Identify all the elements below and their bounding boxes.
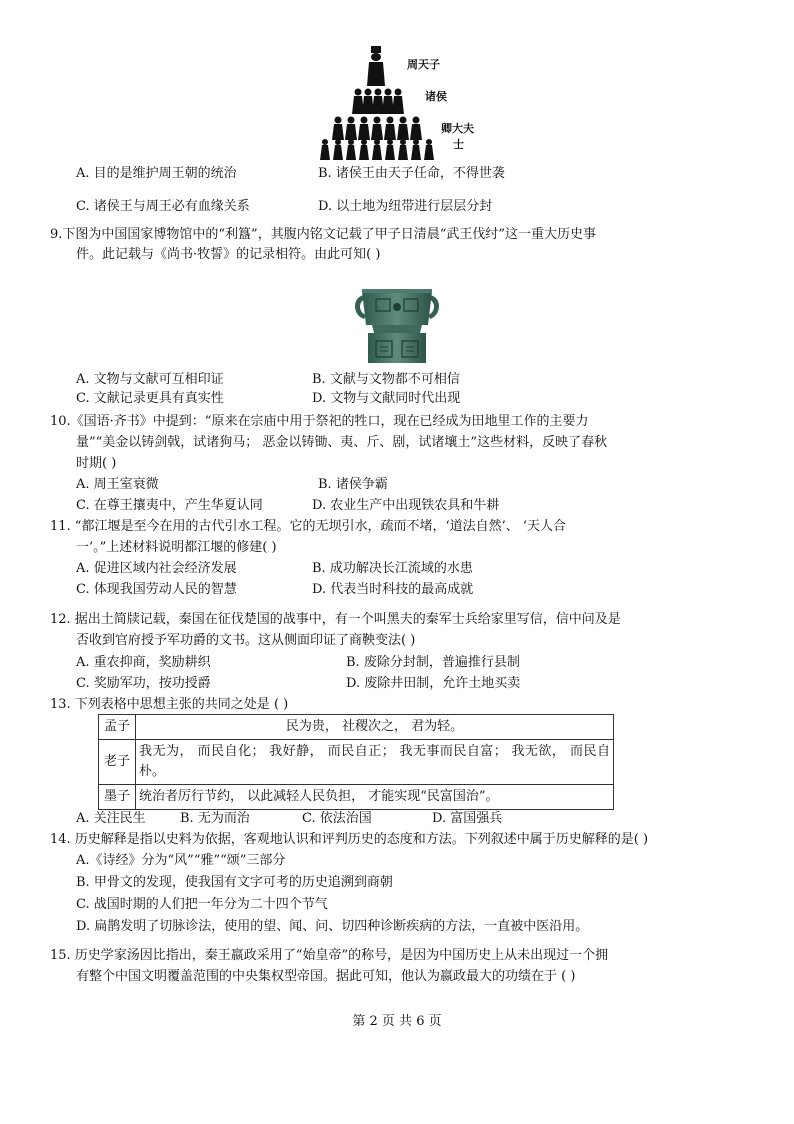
q12-option-b: B. 废除分封制，普遍推行县制	[346, 655, 520, 670]
q15-stem-line1: 15. 历史学家汤因比指出，秦王嬴政采用了“始皇帝”的称号，是因为中国历史上从未出现过一个拥	[50, 948, 609, 963]
scholars-row	[320, 139, 434, 160]
q10-stem-line3: 时期( )	[76, 456, 117, 471]
q11-option-d: D. 代表当时科技的最高成就	[312, 582, 474, 597]
table-row	[99, 740, 614, 785]
page-footer: 第 2 页 共 6 页	[352, 1014, 442, 1029]
q9-option-c: C. 文献记录更具有真实性	[76, 391, 224, 406]
thinker-quote: 我无为， 而民自化； 我好静， 而民自正； 我无事而民自富； 我无欲， 而民自朴。	[136, 740, 614, 785]
q8-option-b: B. 诸侯王由天子任命，不得世袭	[318, 166, 505, 181]
q14-stem: 14. 历史解释是指以史料为依据，客观地认识和评判历史的态度和方法。下列叙述中属于历史解释的是( )	[50, 832, 649, 847]
ministers-row	[332, 117, 422, 141]
q10-option-a: A. 周王室衰微	[76, 477, 159, 492]
pyramid-label-scholars: 士	[453, 138, 464, 151]
pyramid-label-king: 周天子	[407, 58, 440, 71]
q14-option-a: A.《诗经》分为“风”“雅”“颂”三部分	[76, 853, 286, 868]
table-row	[99, 785, 614, 810]
thinker-name: 老子	[99, 740, 136, 785]
king-figure	[367, 46, 385, 86]
q13-stem: 13. 下列表格中思想主张的共同之处是 ( )	[50, 697, 289, 712]
q10-option-d: D. 农业生产中出现铁农具和牛耕	[312, 498, 500, 513]
q14-option-b: B. 甲骨文的发现，使我国有文字可考的历史追溯到商朝	[76, 875, 393, 890]
thinker-name: 孟子	[99, 715, 136, 740]
q13-option-a: A. 关注民生	[76, 811, 146, 826]
q13-option-c: C. 依法治国	[302, 811, 372, 826]
pyramid-label-lords: 诸侯	[425, 90, 447, 103]
q9-option-d: D. 文物与文献同时代出现	[312, 391, 461, 406]
q14-option-c: C. 战国时期的人们把一年分为二十四个节气	[76, 897, 328, 912]
table-row	[99, 715, 614, 740]
q11-option-b: B. 成功解决长江流域的水患	[312, 561, 473, 576]
feudal-pyramid-figure	[316, 44, 476, 162]
q15-stem-line2: 有整个中国文明覆盖范围的中央集权型帝国。据此可知，他认为嬴政最大的功绩在于 ( )	[76, 969, 576, 984]
thinker-quote: 统治者厉行节约， 以此减轻人民负担， 才能实现“民富国治”。	[136, 785, 614, 810]
q10-stem-line1: 10.《国语·齐书》中提到：“原来在宗庙中用于祭祀的牲口，现在已经成为田地里工作的主要力	[50, 414, 589, 429]
q10-option-c: C. 在尊王攘夷中，产生华夏认同	[76, 498, 263, 513]
q10-stem-line2: 量”“美金以铸剑戟，试诸狗马； 恶金以铸锄、夷、斤、剧，试诸壤土”这些材料，反映了春秋	[76, 435, 608, 450]
q12-option-c: C. 奖励军功，按功授爵	[76, 676, 211, 691]
q12-stem-line1: 12. 据出土简牍记载，秦国在征伐楚国的战事中，有一个叫黑夫的秦军士兵给家里写信，信中问及是	[50, 612, 621, 627]
q12-option-a: A. 重农抑商，奖励耕织	[76, 655, 211, 670]
q11-option-c: C. 体现我国劳动人民的智慧	[76, 582, 237, 597]
q11-stem-line1: 11. “都江堰是至今在用的古代引水工程。它的无坝引水，疏而不堵，‘道法自然’、 ‘天人合	[50, 519, 566, 534]
q10-option-b: B. 诸侯争霸	[318, 477, 388, 492]
q9-option-a: A. 文物与文献可互相印证	[76, 372, 224, 387]
q8-option-a: A. 目的是维护周王朝的统治	[76, 166, 237, 181]
q9-stem-line2: 件。此记载与《尚书·牧誓》的记录相符。由此可知( )	[76, 247, 381, 262]
pyramid-label-ministers: 卿大夫	[441, 122, 474, 135]
q11-stem-line2: 一’。”上述材料说明都江堰的修建( )	[76, 540, 277, 555]
feudal-lords-row	[352, 89, 404, 115]
q9-stem-line1: 9.下图为中国国家博物馆中的“利簋”，其腹内铭文记载了甲子日清晨“武王伐纣”这一重大历史事	[50, 227, 596, 242]
thinker-name: 墨子	[99, 785, 136, 810]
q13-option-b: B. 无为而治	[180, 811, 250, 826]
q8-option-d: D. 以土地为纽带进行层层分封	[318, 199, 493, 214]
q12-option-d: D. 废除井田制，允许土地买卖	[346, 676, 521, 691]
li-gui-bronze-vessel-image	[350, 285, 444, 367]
thinker-quote: 民为贵， 社稷次之， 君为轻。	[136, 715, 614, 740]
q9-option-b: B. 文献与文物都不可相信	[312, 372, 460, 387]
q11-option-a: A. 促进区域内社会经济发展	[76, 561, 237, 576]
q14-option-d: D. 扁鹊发明了切脉诊法，使用的望、闻、问、切四种诊断疾病的方法，一直被中医沿用。	[76, 919, 589, 934]
q13-thought-table	[98, 714, 614, 810]
q12-stem-line2: 否收到官府授予军功爵的文书。这从侧面印证了商鞅变法( )	[76, 633, 416, 648]
q8-option-c: C. 诸侯王与周王必有血缘关系	[76, 199, 250, 214]
q13-option-d: D. 富国强兵	[432, 811, 503, 826]
